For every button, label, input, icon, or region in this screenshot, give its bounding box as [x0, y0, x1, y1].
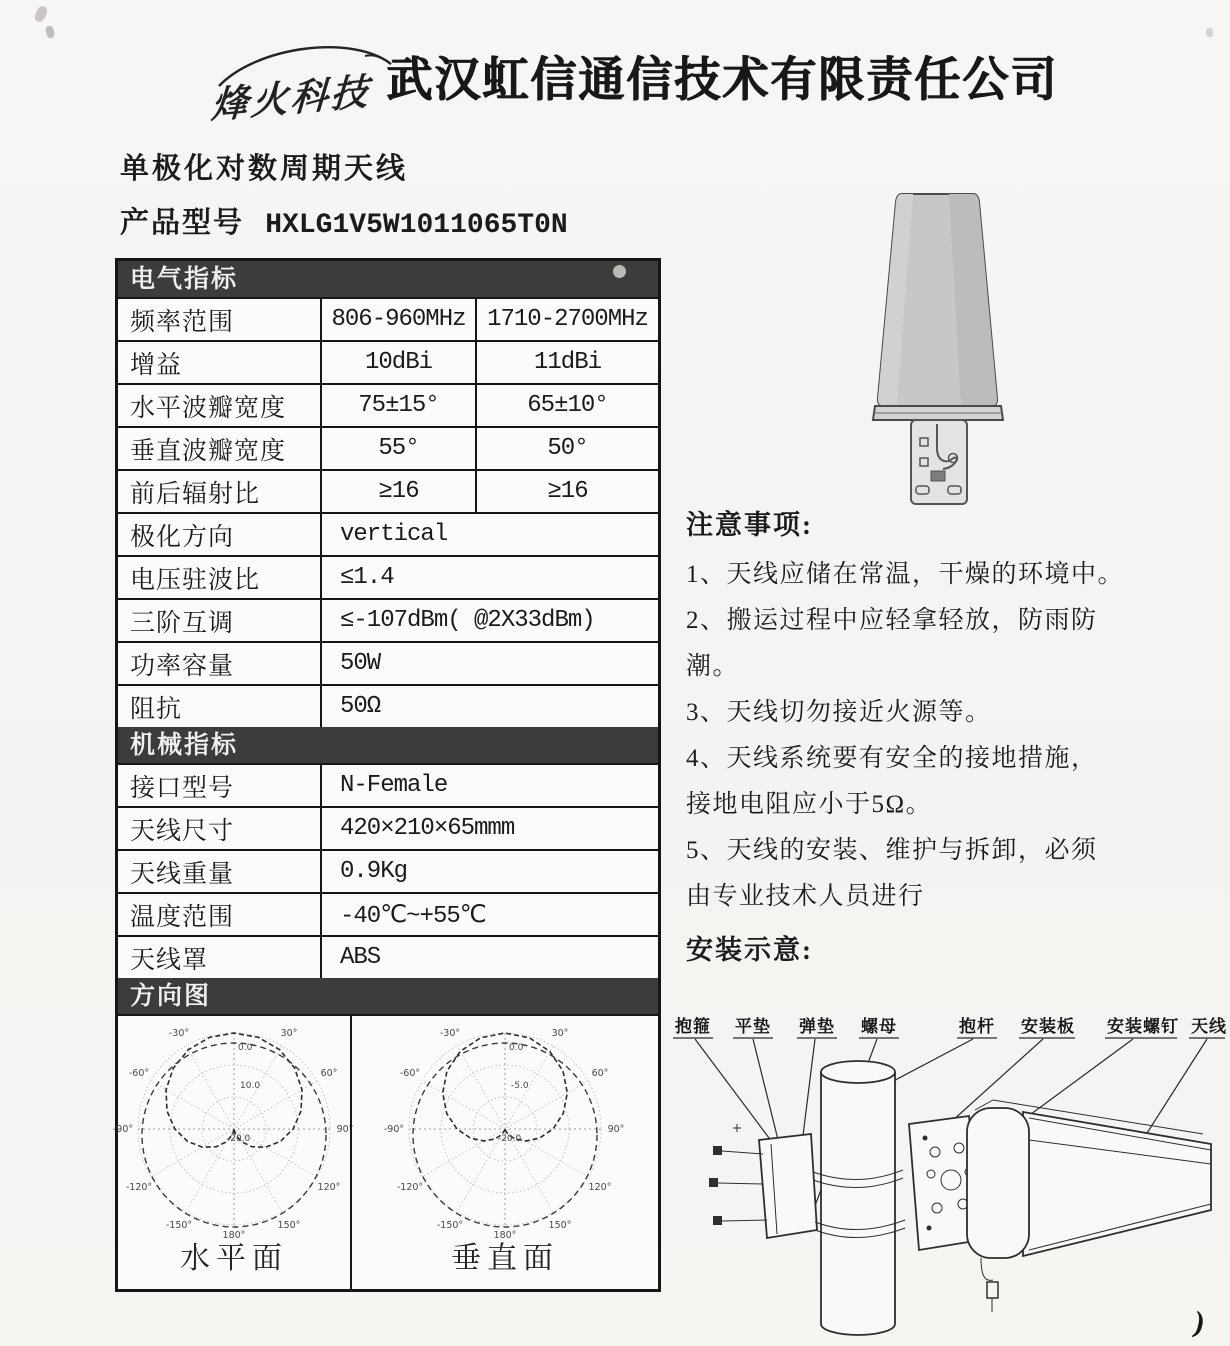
pattern-plot-horizontal — [109, 1016, 359, 1251]
spec-label: 天线罩 — [130, 946, 209, 974]
header-logo — [205, 30, 400, 128]
spec-table — [112, 258, 661, 1292]
section-header-pattern-label: 方向图 — [130, 982, 212, 1010]
spec-label: 三阶互调 — [130, 609, 235, 637]
spec-label: 功率容量 — [130, 652, 235, 680]
table-row — [118, 297, 658, 340]
install-label-mounting-screw: 安装螺钉 — [1107, 1017, 1179, 1036]
plot-caption-horizontal: 水平面 — [180, 1242, 288, 1275]
install-label-spring-washer: 弹垫 — [799, 1017, 835, 1036]
scan-smudge — [33, 5, 49, 24]
angle-label: 30° — [280, 1028, 298, 1039]
table-row — [118, 383, 658, 426]
spec-label: 电压驻波比 — [130, 566, 261, 594]
install-label-clamp: 抱箍 — [675, 1017, 711, 1036]
note-line: 2、搬运过程中应轻拿轻放，防雨防 — [686, 607, 1098, 634]
spec-label: 接口型号 — [130, 774, 235, 802]
table-row — [118, 598, 658, 641]
install-label-mounting-plate: 安装板 — [1021, 1017, 1075, 1036]
spec-value-low-band: 75±15° — [320, 385, 475, 426]
angle-label: -90° — [112, 1124, 134, 1135]
install-label-pole: 抱杆 — [959, 1017, 995, 1036]
spec-label: 频率范围 — [130, 308, 235, 336]
angle-label: 180° — [493, 1230, 517, 1241]
note-line: 4、天线系统要有安全的接地措施， — [686, 745, 1098, 772]
angle-label: -120° — [125, 1182, 153, 1193]
spec-label: 增益 — [130, 351, 183, 379]
angle-label: -150° — [436, 1220, 464, 1231]
section-header-pattern — [118, 978, 658, 1014]
scan-corner-mark: ) — [1190, 1305, 1208, 1340]
pattern-plot-vertical-cell — [350, 1016, 658, 1289]
install-label-antenna: 天线 — [1191, 1017, 1227, 1036]
pattern-plot-vertical — [380, 1016, 630, 1251]
page-title: 单极化对数周期天线 — [120, 153, 409, 185]
notes-block — [686, 503, 1156, 967]
radial-scale-label: -20.0 — [498, 1134, 522, 1144]
spec-value: ≤-107dBm( @2X33dBm) — [320, 600, 658, 641]
spec-value: -40℃~+55℃ — [320, 894, 658, 935]
angle-label: 120° — [317, 1182, 341, 1193]
spec-label: 阻抗 — [130, 695, 183, 723]
angle-label: 120° — [588, 1182, 612, 1193]
table-row — [118, 340, 658, 383]
notes-heading: 注意事项: — [686, 510, 813, 540]
install-label-nut: 螺母 — [861, 1017, 897, 1036]
angle-label: -60° — [399, 1068, 421, 1079]
spec-value: ABS — [320, 937, 658, 978]
angle-label: 180° — [222, 1230, 246, 1241]
angle-label: -30° — [439, 1028, 461, 1039]
spec-value-low-band: 806-960MHz — [320, 299, 475, 340]
install-diagram-image — [663, 1012, 1228, 1346]
radial-scale-label: 0.0 — [509, 1043, 524, 1053]
radial-scale-label: -5.0 — [511, 1081, 529, 1091]
angle-label: 90° — [607, 1124, 625, 1135]
spec-value: 50W — [320, 643, 658, 684]
table-row — [118, 512, 658, 555]
scan-smudge — [45, 25, 56, 39]
spec-value-high-band: 50° — [475, 428, 658, 469]
spec-value: 50Ω — [320, 686, 658, 727]
note-line: 1、天线应储在常温，干燥的环境中。 — [686, 561, 1125, 588]
spec-value: vertical — [320, 514, 658, 555]
table-row — [118, 555, 658, 598]
pattern-plot-horizontal-cell — [112, 1016, 354, 1289]
antenna-product-image — [845, 188, 1055, 518]
spec-label: 垂直波瓣宽度 — [130, 437, 287, 465]
scan-smudge — [1206, 28, 1213, 37]
angle-label: 150° — [277, 1220, 301, 1231]
table-row — [118, 763, 658, 806]
spec-value: N-Female — [320, 765, 658, 806]
section-header-mechanical — [118, 727, 658, 763]
angle-label: -150° — [165, 1220, 193, 1231]
spec-value-high-band: 11dBi — [475, 342, 658, 383]
spec-label: 天线重量 — [130, 860, 235, 888]
spec-value: ≤1.4 — [320, 557, 658, 598]
model-label: 产品型号 — [120, 207, 245, 239]
spec-label: 前后辐射比 — [130, 480, 261, 508]
table-row — [118, 426, 658, 469]
spec-label: 天线尺寸 — [130, 817, 235, 845]
note-line: 由专业技术人员进行 — [686, 883, 925, 910]
angle-label: -60° — [128, 1068, 150, 1079]
table-row — [118, 849, 658, 892]
note-line: 潮。 — [686, 653, 740, 680]
section-header-electrical — [118, 261, 658, 297]
spec-value-high-band: ≥16 — [475, 471, 658, 512]
angle-label: -90° — [383, 1124, 405, 1135]
model-value: HXLG1V5W1011065T0N — [265, 210, 568, 241]
spec-value: 420×210×65mmm — [320, 808, 658, 849]
table-row — [118, 469, 658, 512]
spec-label: 温度范围 — [130, 903, 235, 931]
model-line — [120, 200, 568, 241]
table-row — [118, 641, 658, 684]
spec-label: 极化方向 — [130, 523, 235, 551]
angle-label: -30° — [168, 1028, 190, 1039]
angle-label: 90° — [336, 1124, 354, 1135]
pattern-plots-row — [112, 1014, 658, 1289]
spec-label: 水平波瓣宽度 — [130, 394, 287, 422]
section-header-electrical-label: 电气指标 — [130, 265, 239, 293]
pattern-main-lobe — [166, 1033, 302, 1147]
spec-value-high-band: 65±10° — [475, 385, 658, 426]
radial-scale-label: 10.0 — [240, 1081, 261, 1091]
section-header-mechanical-label: 机械指标 — [130, 731, 239, 759]
company-name: 武汉虹信通信技术有限责任公司 — [386, 52, 1058, 107]
spec-value-high-band: 1710-2700MHz — [475, 299, 658, 340]
note-line: 接地电阻应小于5Ω。 — [686, 791, 933, 818]
note-line: 5、天线的安装、维护与拆卸，必须 — [686, 837, 1098, 864]
table-row — [118, 684, 658, 727]
table-row — [118, 806, 658, 849]
angle-label: -120° — [396, 1182, 424, 1193]
angle-label: 30° — [551, 1028, 569, 1039]
install-label-flat-washer: 平垫 — [735, 1017, 771, 1036]
spec-value: 0.9Kg — [320, 851, 658, 892]
radial-scale-label: -20.0 — [227, 1134, 251, 1144]
spec-value-low-band: 10dBi — [320, 342, 475, 383]
table-row — [118, 935, 658, 978]
plot-caption-vertical: 垂直面 — [451, 1242, 559, 1275]
scan-dot-artifact — [613, 265, 626, 278]
spec-value-low-band: 55° — [320, 428, 475, 469]
angle-label: 60° — [591, 1068, 609, 1079]
angle-label: 60° — [320, 1068, 338, 1079]
note-line: 3、天线切勿接近火源等。 — [686, 699, 992, 726]
install-heading: 安装示意: — [686, 935, 813, 965]
radial-scale-label: 0.0 — [238, 1043, 253, 1053]
table-row — [118, 892, 658, 935]
angle-label: 150° — [548, 1220, 572, 1231]
spec-value-low-band: ≥16 — [320, 471, 475, 512]
logo-text: 烽火科技 — [209, 71, 372, 128]
